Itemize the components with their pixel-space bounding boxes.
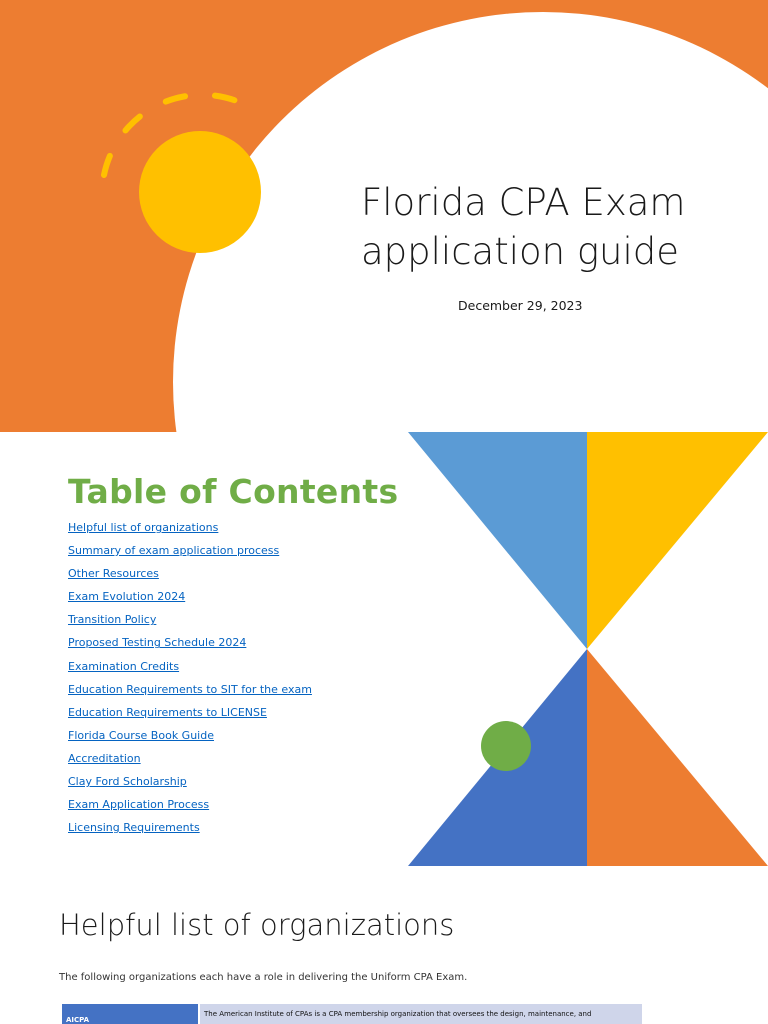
- organizations-intro: The following organizations each have a role in delivering the Uniform CPA Exam.: [59, 972, 468, 983]
- toc-link-other-resources[interactable]: Other Resources: [68, 567, 159, 581]
- organizations-heading: Helpful list of organizations: [59, 908, 455, 942]
- toc-item: [68, 543, 312, 566]
- toc-link-education-license[interactable]: Education Requirements to LICENSE: [68, 705, 267, 719]
- toc-item: [68, 774, 312, 797]
- toc-item: [68, 589, 312, 612]
- orange-triangle: [587, 649, 768, 866]
- toc-link-exam-evolution[interactable]: Exam Evolution 2024: [68, 590, 186, 604]
- table-row: [62, 1004, 642, 1024]
- toc-link-summary[interactable]: Summary of exam application process: [68, 544, 280, 558]
- toc-link-education-sit[interactable]: Education Requirements to SIT for the exam: [68, 682, 312, 696]
- green-circle: [481, 721, 531, 771]
- toc-title: Table of Contents: [68, 472, 399, 511]
- toc-slide: [0, 432, 768, 866]
- sun-circle-shape: [139, 131, 261, 253]
- toc-link-licensing[interactable]: Licensing Requirements: [68, 821, 200, 835]
- toc-link-course-book[interactable]: Florida Course Book Guide: [68, 728, 214, 742]
- toc-item: [68, 612, 312, 635]
- toc-item: [68, 797, 312, 820]
- toc-link-organizations[interactable]: Helpful list of organizations: [68, 521, 219, 534]
- cover-date: December 29, 2023: [458, 298, 583, 313]
- cover-title-line1: Florida CPA Exam: [361, 181, 686, 224]
- light-blue-triangle: [408, 432, 587, 649]
- toc-item: [68, 728, 312, 751]
- toc-item: [68, 751, 312, 774]
- toc-item: [68, 705, 312, 728]
- yellow-triangle: [587, 432, 768, 649]
- toc-link-examination-credits[interactable]: Examination Credits: [68, 659, 180, 673]
- org-name-cell: AICPA: [62, 1004, 198, 1024]
- cover-title: [361, 178, 761, 276]
- toc-link-accreditation[interactable]: Accreditation: [68, 751, 141, 765]
- toc-item: [68, 682, 312, 705]
- toc-item: [68, 820, 312, 843]
- organizations-slide: [0, 866, 768, 1024]
- cover-title-line2: application guide: [361, 230, 680, 273]
- toc-item: [68, 566, 312, 589]
- toc-link-testing-schedule[interactable]: Proposed Testing Schedule 2024: [68, 636, 247, 650]
- toc-link-application-process[interactable]: Exam Application Process: [68, 798, 210, 812]
- toc-list: [68, 520, 312, 843]
- toc-item: [68, 520, 312, 543]
- org-description-cell: The American Institute of CPAs is a CPA membership organization that oversees the design, maintenance, and: [198, 1004, 642, 1024]
- cover-slide: [0, 0, 768, 432]
- toc-link-scholarship[interactable]: Clay Ford Scholarship: [68, 775, 187, 789]
- toc-item: [68, 635, 312, 658]
- toc-item: [68, 659, 312, 682]
- toc-link-transition-policy[interactable]: Transition Policy: [68, 613, 157, 627]
